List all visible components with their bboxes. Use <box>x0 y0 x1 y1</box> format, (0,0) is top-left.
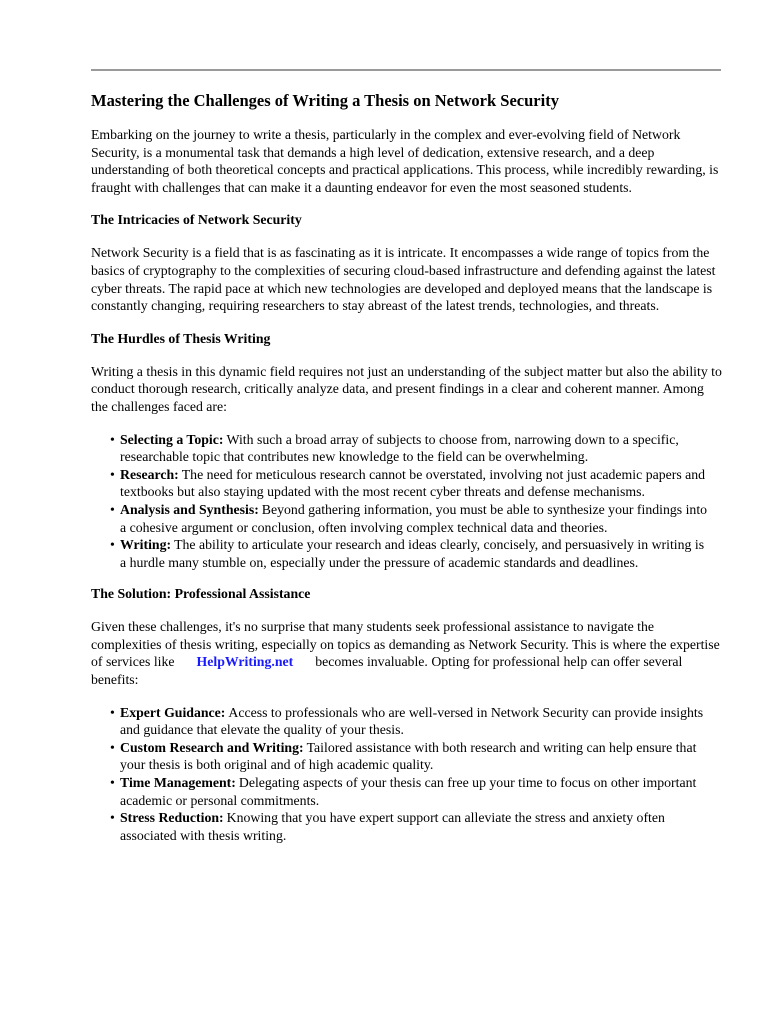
bullet-icon: • <box>110 704 115 720</box>
intro-paragraph: Embarking on the journey to write a thesis, particularly in the complex and ever-evolving field of Network Security, is a monumental task that demands a high level of dedication, extensive research, and a deep understanding of both theoretical concepts and practical applications. This process, while incredibly rewarding, is fraught with challenges that can make it a daunting endeavor for even the most seasoned students. <box>91 127 719 195</box>
section-heading-solution: The Solution: Professional Assistance <box>91 586 311 602</box>
list-item-text: Delegating aspects of your thesis can free up your time to focus on other important academic or personal commitments. <box>120 775 697 808</box>
document-body <box>91 90 723 858</box>
list-item-text: Access to professionals who are well-versed in Network Security can provide insights and guidance that elevate the quality of your thesis. <box>120 704 704 738</box>
list-item-term: Research: <box>120 466 179 482</box>
list-item-term: Expert Guidance: <box>120 704 226 720</box>
list-item-term: Time Management: <box>120 775 236 791</box>
list-item-text: Knowing that you have expert support can alleviate the stress and anxiety often associated with thesis writing. <box>120 810 665 843</box>
list-item <box>110 809 723 844</box>
list-item-term: Analysis and Synthesis: <box>120 501 259 517</box>
section-heading-intricacies: The Intricacies of Network Security <box>91 212 302 228</box>
solution-text-before-link: Given these challenges, it's no surprise that many students seek professional assistance to navigate the complexities of thesis writing, especially on topics as demanding as Network Security. This is where the expertise of services like <box>91 619 720 670</box>
bullet-icon: • <box>110 431 115 447</box>
section-paragraph-solution <box>91 618 723 688</box>
top-divider <box>91 69 721 71</box>
helpwriting-link[interactable]: HelpWriting.net <box>196 654 294 670</box>
benefits-list <box>91 704 723 845</box>
document-title: Mastering the Challenges of Writing a Thesis on Network Security <box>91 91 559 110</box>
list-item-text: Tailored assistance with both research and writing can help ensure that your thesis is both original and of high academic quality. <box>120 739 697 773</box>
bullet-icon: • <box>110 466 115 482</box>
section-heading-hurdles: The Hurdles of Thesis Writing <box>91 330 271 346</box>
list-item <box>110 466 723 501</box>
solution-text-after-link: becomes invaluable. Opting for professional help can offer several benefits: <box>91 654 683 688</box>
list-item <box>110 704 723 739</box>
list-item-term: Writing: <box>120 537 172 553</box>
section-paragraph-hurdles: Writing a thesis in this dynamic field requires not just an understanding of the subject matter but also the ability to conduct thorough research, critically analyze data, and present findings in a clear and coherent manner. Among the challenges faced are: <box>91 363 722 414</box>
challenges-list <box>91 431 723 572</box>
list-item-text: With such a broad array of subjects to choose from, narrowing down to a specific, researchable topic that contributes new knowledge to the field can be overwhelming. <box>120 431 679 465</box>
section-paragraph-intricacies: Network Security is a field that is as fascinating as it is intricate. It encompasses a wide range of topics from the basics of cryptography to the complexities of securing cloud-based infrastructure and defending against the latest cyber threats. The rapid pace at which new technologies are developed and deployed means that the landscape is constantly changing, requiring researchers to stay abreast of the latest trends, technologies, and threats. <box>91 245 716 314</box>
list-item <box>110 501 723 536</box>
bullet-icon: • <box>110 810 115 826</box>
list-item-term: Stress Reduction: <box>120 810 224 826</box>
bullet-icon: • <box>110 775 115 791</box>
list-item-term: Custom Research and Writing: <box>120 739 304 755</box>
list-item <box>110 536 723 571</box>
list-item <box>110 774 723 809</box>
list-item-text: Beyond gathering information, you must be able to synthesize your findings into a cohesive argument or conclusion, often involving complex technical data and theories. <box>120 501 708 535</box>
list-item-text: The ability to articulate your research and ideas clearly, concisely, and persuasively in writing is a hurdle many stumble on, especially under the pressure of academic standards and deadlines. <box>120 537 705 570</box>
bullet-icon: • <box>110 537 115 553</box>
list-item-text: The need for meticulous research cannot be overstated, involving not just academic papers and textbooks but also staying updated with the most recent cyber threats and defense mechanisms. <box>120 466 706 500</box>
bullet-icon: • <box>110 739 115 755</box>
list-item-term: Selecting a Topic: <box>120 431 224 447</box>
list-item <box>110 431 723 466</box>
bullet-icon: • <box>110 501 115 517</box>
list-item <box>110 739 723 774</box>
